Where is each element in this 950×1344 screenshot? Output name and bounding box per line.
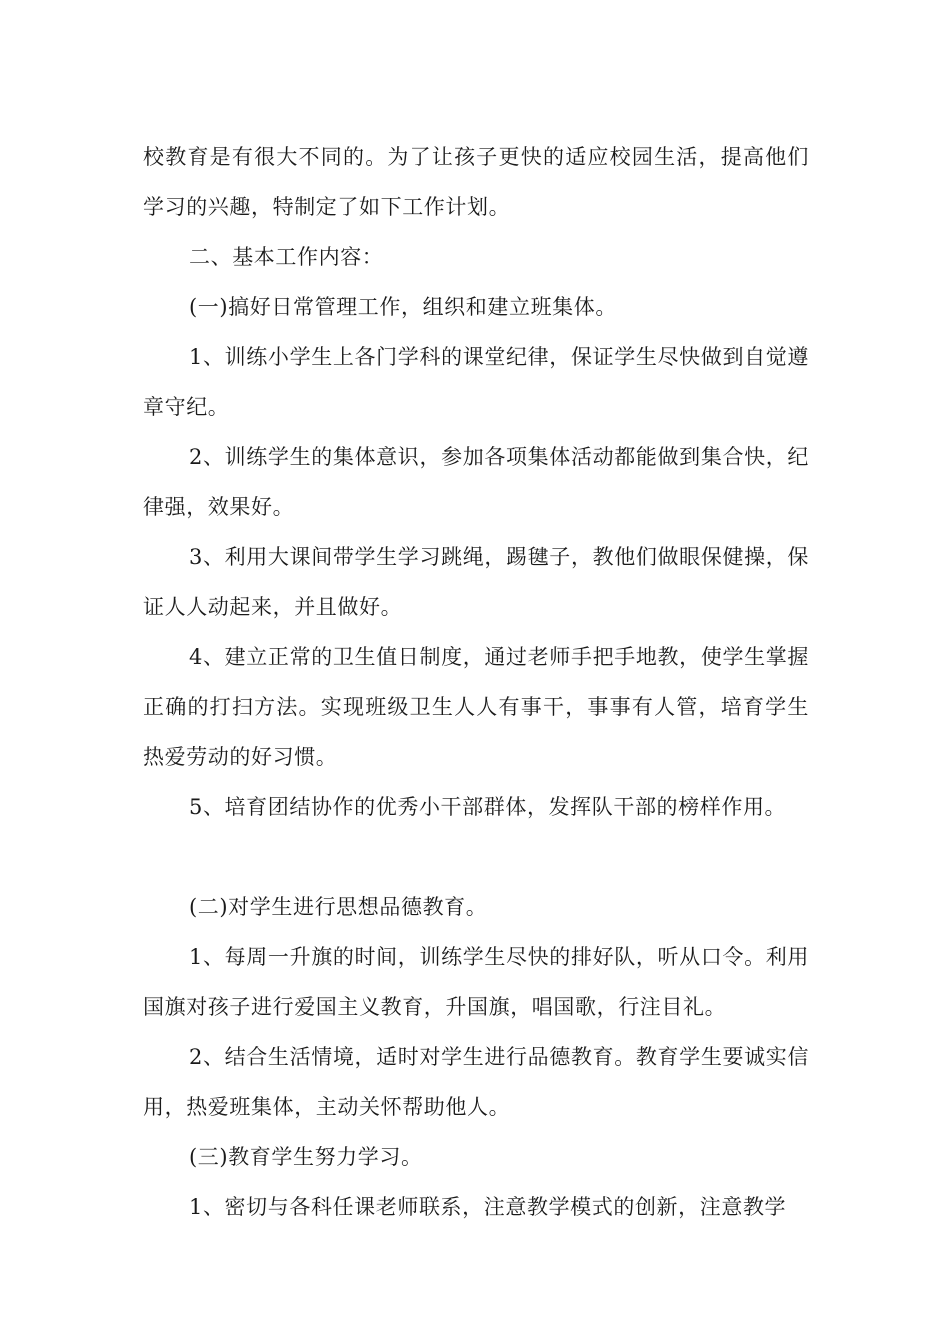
list-item-collective-awareness: 2、训练学生的集体意识，参加各项集体活动都能做到集合快，纪律强，效果好。: [143, 445, 809, 519]
list-item-break-activities: 3、利用大课间带学生学习跳绳，踢毽子，教他们做眼保健操，保证人人动起来，并且做好。: [143, 545, 809, 619]
list-item-classroom-discipline: 1、训练小学生上各门学科的课堂纪律，保证学生尽快做到自觉遵章守纪。: [143, 345, 809, 419]
paragraph-intro-continuation: 校教育是有很大不同的。为了让孩子更快的适应校园生活，提高他们学习的兴趣，特制定了如下工作计划。: [143, 145, 809, 219]
paragraph-spacer: [143, 832, 809, 882]
list-item-class-cadres: 5、培育团结协作的优秀小干部群体，发挥队干部的榜样作用。: [189, 795, 787, 819]
list-item-teacher-contact: 1、密切与各科任课老师联系，注意教学模式的创新，注意教学: [189, 1195, 787, 1219]
subsection-heading-study-education: (三)教育学生努力学习。: [189, 1145, 423, 1169]
section-heading-basic-work: 二、基本工作内容：: [189, 245, 384, 269]
subsection-heading-daily-management: (一)搞好日常管理工作，组织和建立班集体。: [189, 295, 617, 319]
subsection-heading-moral-education: (二)对学生进行思想品德教育。: [189, 895, 488, 919]
list-item-life-situations: 2、结合生活情境，适时对学生进行品德教育。教育学生要诚实信用，热爱班集体，主动关怀帮助他人。: [143, 1045, 809, 1119]
list-item-flag-raising: 1、每周一升旗的时间，训练学生尽快的排好队，听从口令。利用国旗对孩子进行爱国主义教育，升国旗，唱国歌，行注目礼。: [143, 945, 809, 1019]
list-item-hygiene-duty: 4、建立正常的卫生值日制度，通过老师手把手地教，使学生掌握正确的打扫方法。实现班级卫生人人有事干，事事有人管，培育学生热爱劳动的好习惯。: [143, 645, 809, 769]
document-body: [143, 132, 809, 1232]
